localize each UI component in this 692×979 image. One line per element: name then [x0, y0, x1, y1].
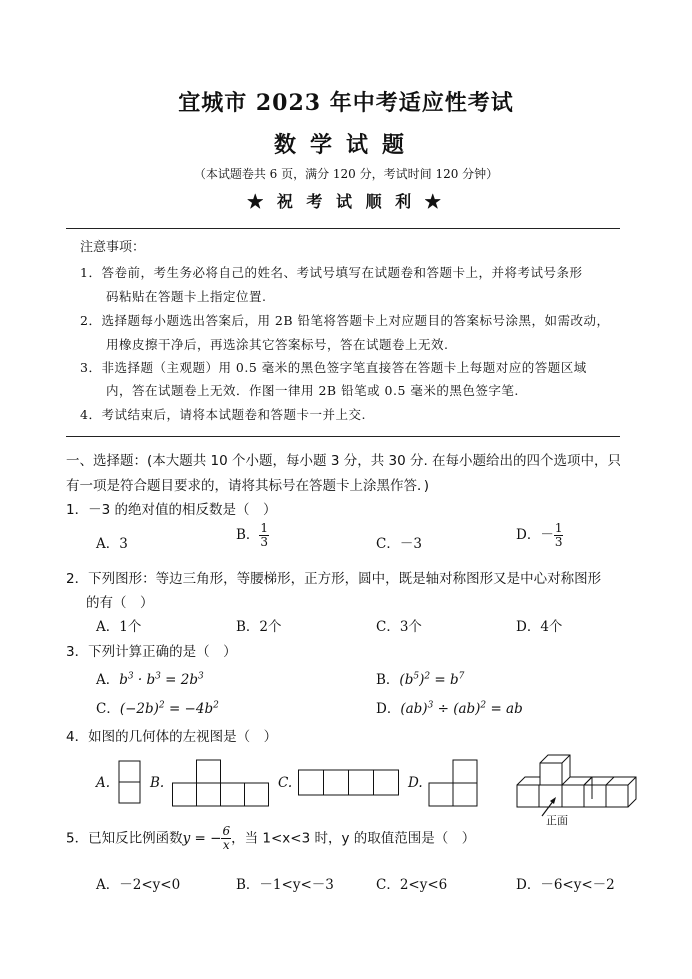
question-2-stem: 2．下列图形：等边三角形，等腰梯形，正方形，圆中，既是轴对称图形又是中心对称图形	[66, 571, 602, 587]
divider-bottom	[66, 436, 620, 437]
notice-item: 码粘贴在答题卡上指定位置.	[106, 289, 267, 304]
notice-item: 用橡皮擦干净后，再选涂其它答案标号，答在试题卷上无效.	[106, 337, 449, 352]
q2-option-b: B．2个	[236, 619, 282, 635]
q4-option-b-label: B.	[150, 775, 165, 791]
q3-option-b: B．$(b^5)^2 = b^7$	[376, 671, 465, 688]
q5-option-c: C．2<y<6	[376, 877, 448, 893]
subject-title: 数学试题	[273, 132, 418, 158]
question-5-stem: 5．已知反比例函数y = − $\frac{6}{x}$ ，当 1<x<3 时，y 的取值范围是（ ）	[66, 824, 476, 852]
notice-title: 注意事项：	[80, 240, 146, 255]
q4-option-d-label: D.	[408, 775, 423, 791]
q1-option-c: C．－3	[376, 536, 422, 552]
q4-option-c-figure	[298, 769, 402, 797]
q4-option-c-label: C.	[278, 775, 293, 791]
q5-option-d: D．－6<y<－2	[516, 877, 615, 893]
q2-option-a: A．1个	[96, 619, 142, 635]
q3-option-d: D．(ab)$^3$ ÷ (ab)$^2$ = ab	[376, 700, 523, 717]
q3-option-a: A．$b^3 \cdot b^3 = 2b^3$	[96, 671, 204, 688]
exam-title: 宜城市 2023 年中考适应性考试	[178, 90, 514, 116]
q3-option-c: C．$(-2b)^2 = -4b^2$	[96, 700, 219, 717]
exam-note: （本试题卷共 6 页，满分 120 分，考试时间 120 分钟）	[193, 167, 499, 181]
section-heading: 一、选择题：(本大题共 10 个小题，每小题 3 分，共 30 分. 在每小题给出的四个选项中，只	[66, 453, 622, 469]
good-luck-line: ★ 祝 考 试 顺 利 ★	[247, 192, 445, 211]
q4-option-a-figure	[118, 760, 142, 806]
q4-option-d-figure	[428, 759, 480, 807]
q2-option-c: C．3个	[376, 619, 422, 635]
q1-option-d: D．－ $\frac{1}{3}$	[516, 521, 563, 549]
front-view-label: 正面	[546, 814, 568, 827]
section-heading-cont: 有一项是符合题目要求的，请将其标号在答题卡上涂黑作答．)	[66, 478, 430, 494]
divider-top	[66, 228, 620, 229]
q1-option-a: A．3	[96, 536, 128, 552]
notice-item: 内，答在试题卷上无效．作图一律用 2B 铅笔或 0.5 毫米的黑色签字笔.	[106, 383, 519, 398]
notice-item: 4．考试结束后，请将本试题卷和答题卡一并上交.	[80, 407, 366, 422]
q1-option-b: B． $\frac{1}{3}$	[236, 521, 269, 549]
question-3-stem: 3．下列计算正确的是（ ）	[66, 644, 237, 660]
notice-item: 2．选择题每小题选出答案后，用 2B 铅笔将答题卡上对应题目的答案标号涂黑，如需改动，	[80, 313, 610, 328]
q4-solid-figure	[512, 750, 642, 830]
notice-item: 1．答卷前，考生务必将自己的姓名、考试号填写在试题卷和答题卡上，并将考试号条形	[80, 265, 583, 280]
q5-option-b: B．－1<y<－3	[236, 877, 334, 893]
question-2-stem-cont: 的有（ ）	[86, 595, 154, 611]
q2-option-d: D．4个	[516, 619, 563, 635]
q4-option-a-label: A.	[96, 775, 111, 791]
q5-option-a: A．－2<y<0	[96, 877, 181, 893]
notice-item: 3．非选择题（主观题）用 0.5 毫米的黑色签字笔直接答在答题卡上每题对应的答题区域	[80, 360, 587, 375]
question-4-stem: 4．如图的几何体的左视图是（ ）	[66, 729, 278, 745]
question-1-stem: 1．－3 的绝对值的相反数是（ ）	[66, 502, 277, 518]
q4-option-b-figure	[172, 759, 272, 807]
